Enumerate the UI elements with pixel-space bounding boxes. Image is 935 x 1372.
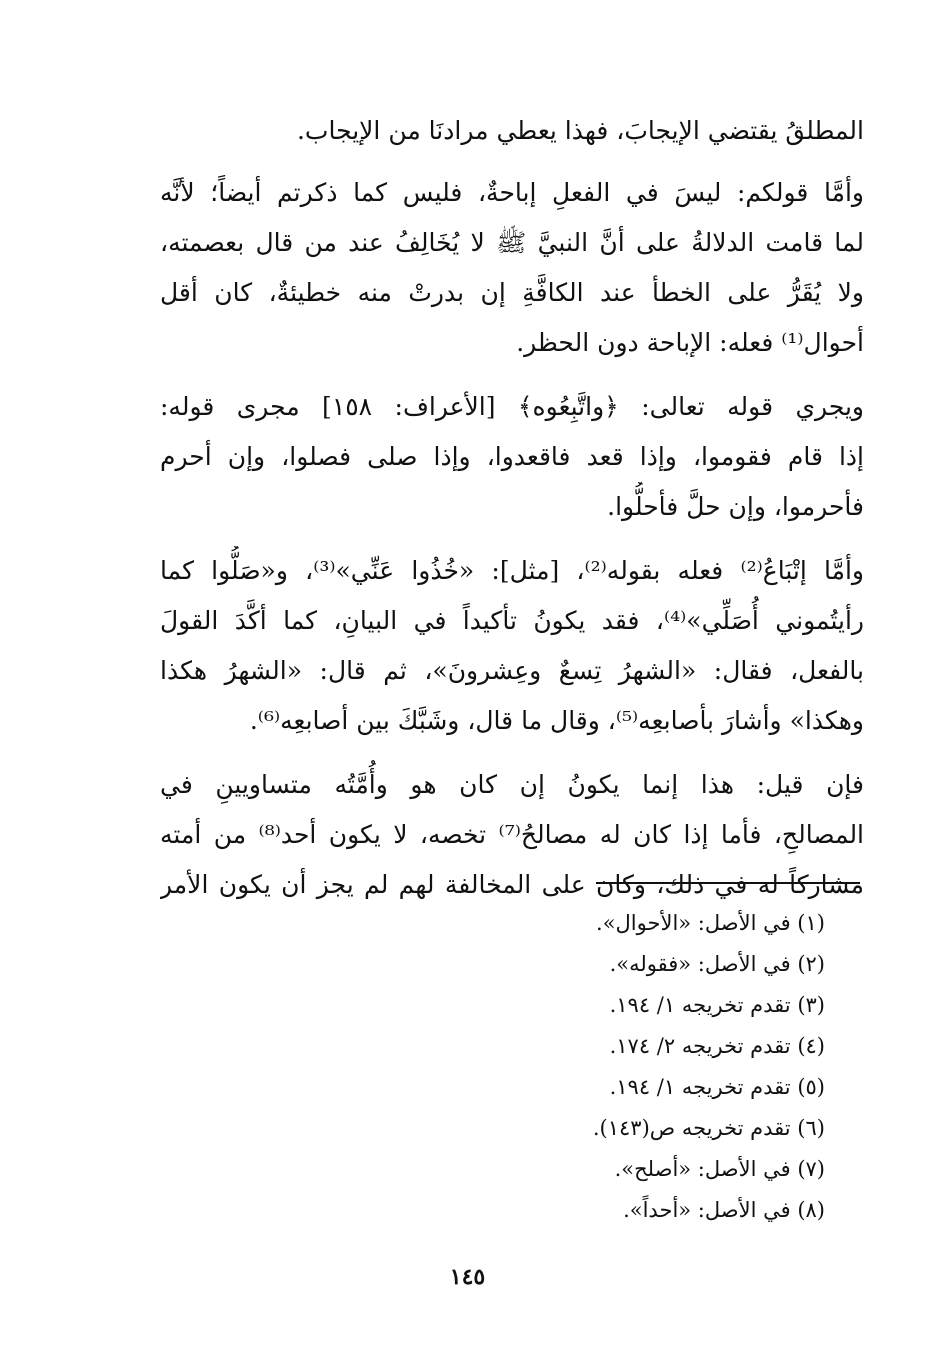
text-line: بالفعل، فقال: «الشهرُ تِسعٌ وعِشرونَ»، ثم قال: «الشهرُ هكذا <box>160 656 864 685</box>
footnote-6: (٦) تقدم تخريجه ص(١٤٣). <box>592 1116 825 1140</box>
footnote-4: (٤) تقدم تخريجه ٢/ ١٧٤. <box>609 1034 825 1058</box>
text-line: وأمَّا إتْبَاعُ⁽²⁾ فعله بقوله⁽²⁾، [مثل]: «خُذُوا عَنِّي»⁽³⁾، و«صَلُّوا كما <box>160 556 864 585</box>
paragraph-4 <box>160 546 864 746</box>
text-line: ويجري قوله تعالى: ﴿واتَّبِعُوه﴾ [الأعراف: ١٥٨] مجرى قوله: <box>160 392 864 421</box>
text-line: أحوال⁽¹⁾ فعله: الإباحة دون الحظر. <box>516 328 864 357</box>
text-line: إذا قام فقوموا، وإذا قعد فاقعدوا، وإذا صلى فصلوا، وإن أحرم <box>160 442 864 471</box>
text-line: فإن قيل: هذا إنما يكونُ إن كان هو وأُمَّتُه متساويينِ في <box>160 770 864 799</box>
text-line: رأيتُموني أُصَلِّي»⁽⁴⁾، فقد يكونُ تأكيداً في البيانِ، كما أكَّدَ القولَ <box>160 606 864 635</box>
paragraph-2 <box>160 168 864 368</box>
paragraph-5 <box>160 760 864 910</box>
paragraph-3 <box>160 382 864 532</box>
text-line: مشاركاً له في ذلك، وكان على المخالفة لهم لم يجز أن يكون الأمر <box>160 870 864 899</box>
text-line: فأحرموا، وإن حلَّ فأحلُّوا. <box>607 492 864 521</box>
page-number: ١٤٥ <box>449 1264 486 1290</box>
footnote-3: (٣) تقدم تخريجه ١/ ١٩٤. <box>609 993 825 1017</box>
footnote-8: (٨) في الأصل: «أحداً». <box>623 1198 825 1222</box>
paragraph-1 <box>160 106 864 156</box>
footnote-2: (٢) في الأصل: «فقوله». <box>609 952 825 976</box>
text-line: المصالحِ، فأما إذا كان له مصالحُ⁽⁷⁾ تخصه، لا يكون أحد⁽⁸⁾ من أمته <box>160 820 864 849</box>
text-line: وأمَّا قولكم: ليسَ في الفعلِ إباحةٌ، فليس كما ذكرتم أيضاً؛ لأنَّه <box>160 178 864 207</box>
footnote-7: (٧) في الأصل: «أصلح». <box>614 1157 825 1181</box>
text-line: المطلقُ يقتضي الإيجابَ، فهذا يعطي مرادنَا من الإيجاب. <box>296 116 864 145</box>
main-text <box>160 106 864 924</box>
footnote-1: (١) في الأصل: «الأحوال». <box>596 911 825 935</box>
text-line: وهكذا» وأشارَ بأصابعِه⁽⁵⁾، وقال ما قال، وشَبَّكَ بين أصابعِه⁽⁶⁾. <box>249 706 864 735</box>
footnote-separator <box>596 882 860 884</box>
footnote-5: (٥) تقدم تخريجه ١/ ١٩٤. <box>609 1075 825 1099</box>
text-line: لما قامت الدلالةُ على أنَّ النبيَّ ﷺ لا يُخَالِفُ عند من قال بعصمته، <box>160 228 864 257</box>
text-line: ولا يُقَرُّ على الخطأ عند الكافَّةِ إن بدرتْ منه خطيئةٌ، كان أقل <box>160 278 864 307</box>
footnotes <box>425 903 825 1231</box>
